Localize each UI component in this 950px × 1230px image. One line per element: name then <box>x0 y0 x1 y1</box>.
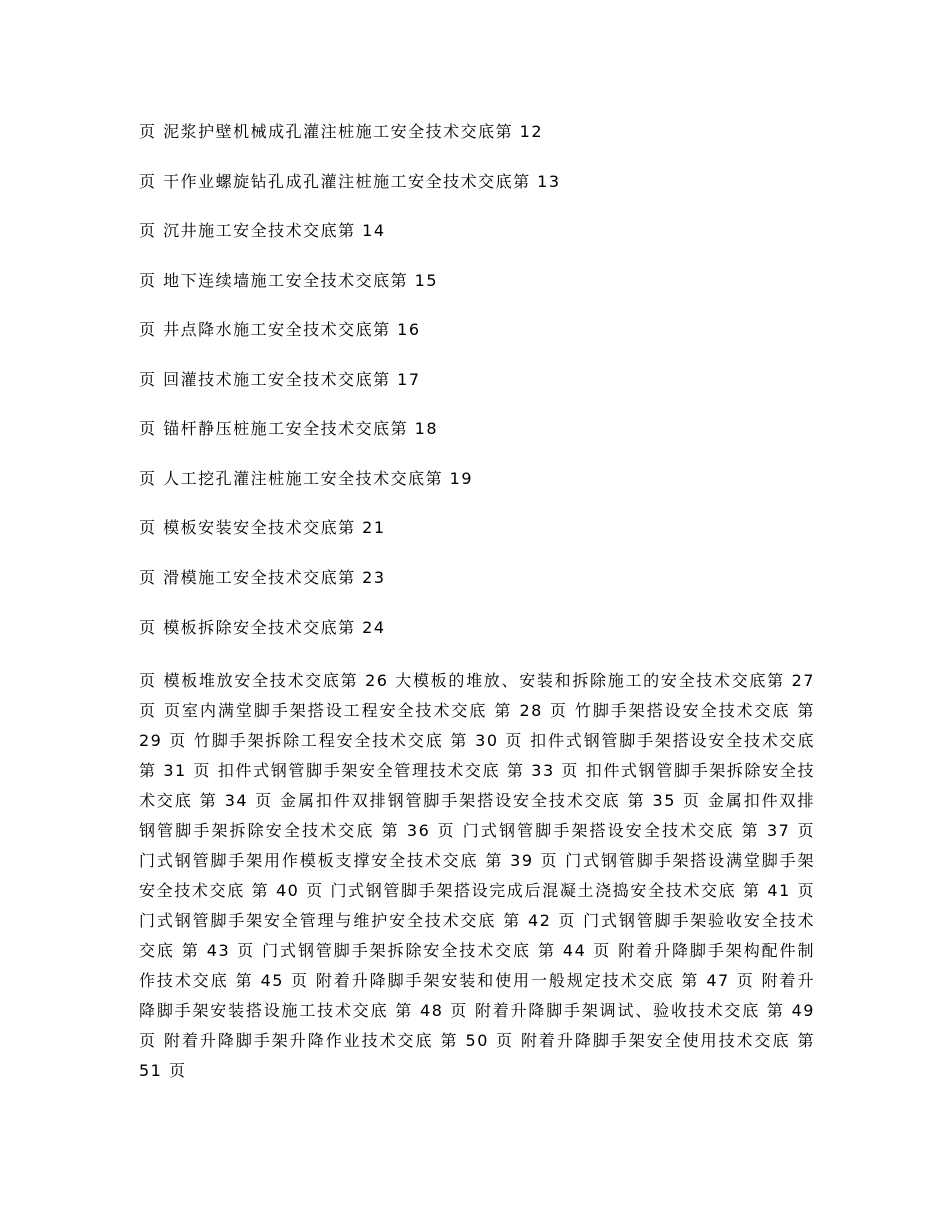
toc-line: 页 锚杆静压桩施工安全技术交底第 18 <box>139 419 439 438</box>
toc-line: 页 滑模施工安全技术交底第 23 <box>139 568 386 587</box>
toc-line: 页 井点降水施工安全技术交底第 16 <box>139 320 421 339</box>
toc-paragraph: 页 模板堆放安全技术交底第 26 大模板的堆放、安装和拆除施工的安全技术交底第 27 页 页室内满堂脚手架搭设工程安全技术交底 第 28 页 竹脚手架搭设安全技术交底 第 29 页 竹脚手架拆除工程安全技术交底 第 30 页 扣件式钢管脚手架搭设安全技术交底 第 31 页 扣件式钢管脚手架安全管理技术交底 第 33 页 扣件式钢管脚手架拆除安全技术交底 第 34 页 金属扣件双排钢管脚手架搭设安全技术交底 第 35 页 金属扣件双排钢管脚手架拆除安全技术交底 第 36 页 门式钢管脚手架搭设安全技术交底 第 37 页 门式钢管脚手架用作模板支撑安全技术交底 第 39 页 门式钢管脚手架搭设满堂脚手架安全技术交底 第 40 页 门式钢管脚手架搭设完成后混凝土浇捣安全技术交底 第 41 页 门式钢管脚手架安全管理与维护安全技术交底 第 42 页 门式钢管脚手架验收安全技术交底 第 43 页 门式钢管脚手架拆除安全技术交底 第 44 页 附着升降脚手架构配件制作技术交底 第 45 页 附着升降脚手架安装和使用一般规定技术交底 第 47 页 附着升降脚手架安装搭设施工技术交底 第 48 页 附着升降脚手架调试、验收技术交底 第 49 页 附着升降脚手架升降作业技术交底 第 50 页 附着升降脚手架安全使用技术交底 第 51 页 <box>139 671 815 1080</box>
toc-line: 页 地下连续墙施工安全技术交底第 15 <box>139 271 439 290</box>
toc-line: 页 模板拆除安全技术交底第 24 <box>139 618 386 637</box>
toc-line: 页 沉井施工安全技术交底第 14 <box>139 221 386 240</box>
toc-line: 页 泥浆护壁机械成孔灌注桩施工安全技术交底第 12 <box>139 122 544 141</box>
toc-line: 页 回灌技术施工安全技术交底第 17 <box>139 370 421 389</box>
toc-line: 页 模板安装安全技术交底第 21 <box>139 518 386 537</box>
toc-line: 页 人工挖孔灌注桩施工安全技术交底第 19 <box>139 469 474 488</box>
toc-line: 页 干作业螺旋钻孔成孔灌注桩施工安全技术交底第 13 <box>139 172 561 191</box>
